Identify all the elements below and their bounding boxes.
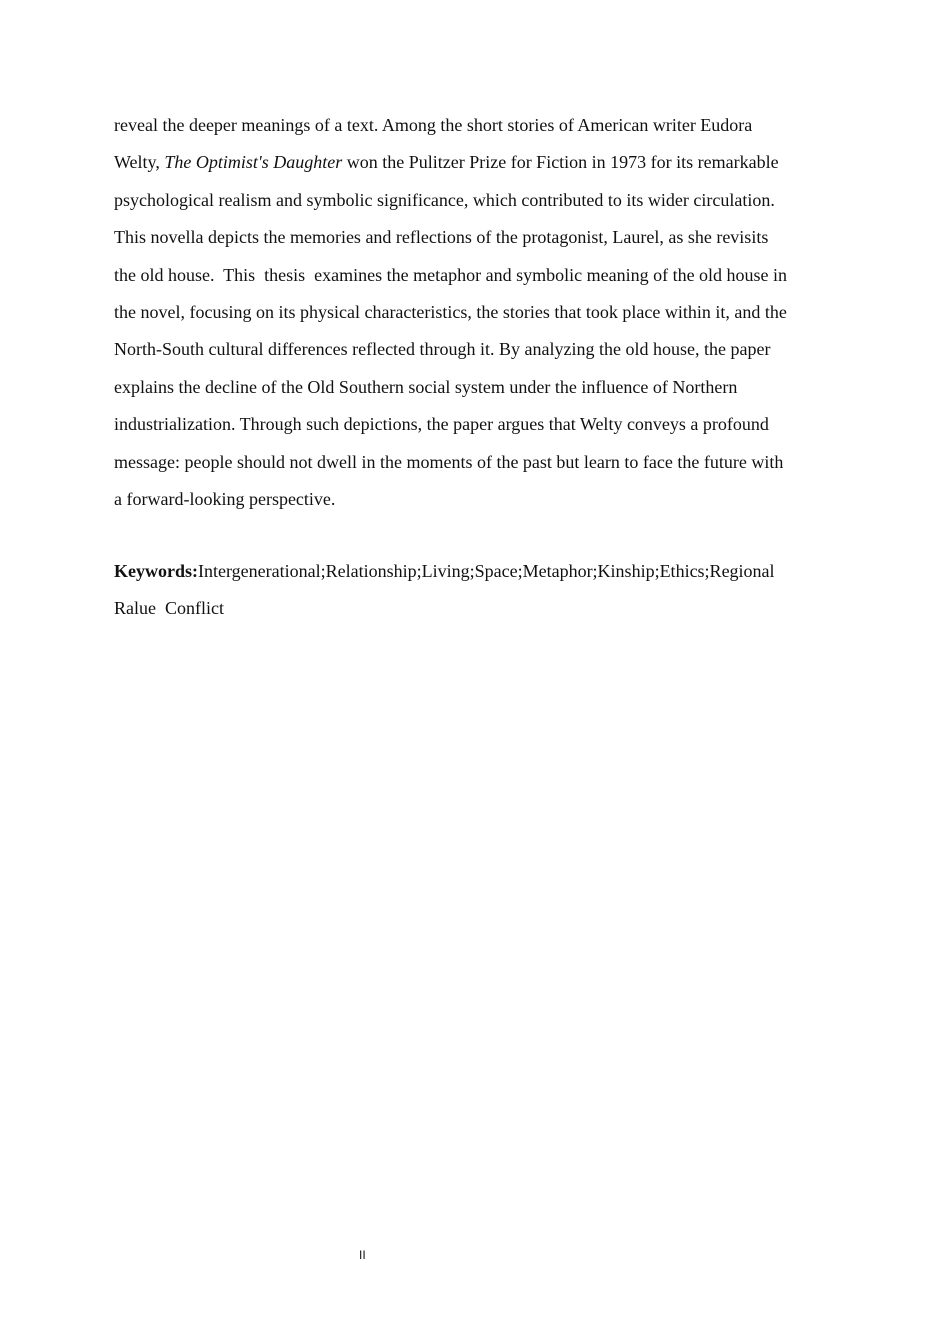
abstract-line: This novella depicts the memories and reflections of the protagonist, Laurel, as she revisits [114, 227, 769, 248]
abstract-line-suffix: won the Pulitzer Prize for Fiction in 1973 for its remarkable [342, 152, 779, 173]
keywords-label: Keywords: [114, 561, 198, 581]
abstract-line: industrialization. Through such depictions, the paper argues that Welty conveys a profound [114, 414, 769, 435]
abstract-body [114, 107, 834, 518]
keywords-section [114, 553, 834, 628]
abstract-line: a forward-looking perspective. [114, 489, 336, 510]
page-number: II [359, 1248, 366, 1262]
abstract-line: the novel, focusing on its physical characteristics, the stories that took place within it, and the [114, 302, 787, 323]
abstract-line: the old house. This thesis examines the metaphor and symbolic meaning of the old house in [114, 264, 788, 285]
novel-title: The Optimist's Daughter [164, 152, 343, 173]
abstract-line [114, 144, 834, 181]
abstract-line-prefix: Welty, [114, 152, 165, 173]
abstract-line: psychological realism and symbolic significance, which contributed to its wider circulation. [114, 189, 775, 210]
abstract-line: explains the decline of the Old Southern social system under the influence of Northern [114, 376, 738, 397]
abstract-line: reveal the deeper meanings of a text. Among the short stories of American writer Eudora [114, 115, 753, 135]
keywords-line-2: Ralue Conflict [114, 598, 224, 619]
keywords-list: Intergenerational;Relationship;Living;Space;Metaphor;Kinship;Ethics;Regional [198, 561, 775, 581]
abstract-line: North-South cultural differences reflected through it. By analyzing the old house, the paper [114, 339, 771, 360]
abstract-line: message: people should not dwell in the moments of the past but learn to face the future with [114, 451, 784, 472]
keywords-line [114, 553, 834, 590]
